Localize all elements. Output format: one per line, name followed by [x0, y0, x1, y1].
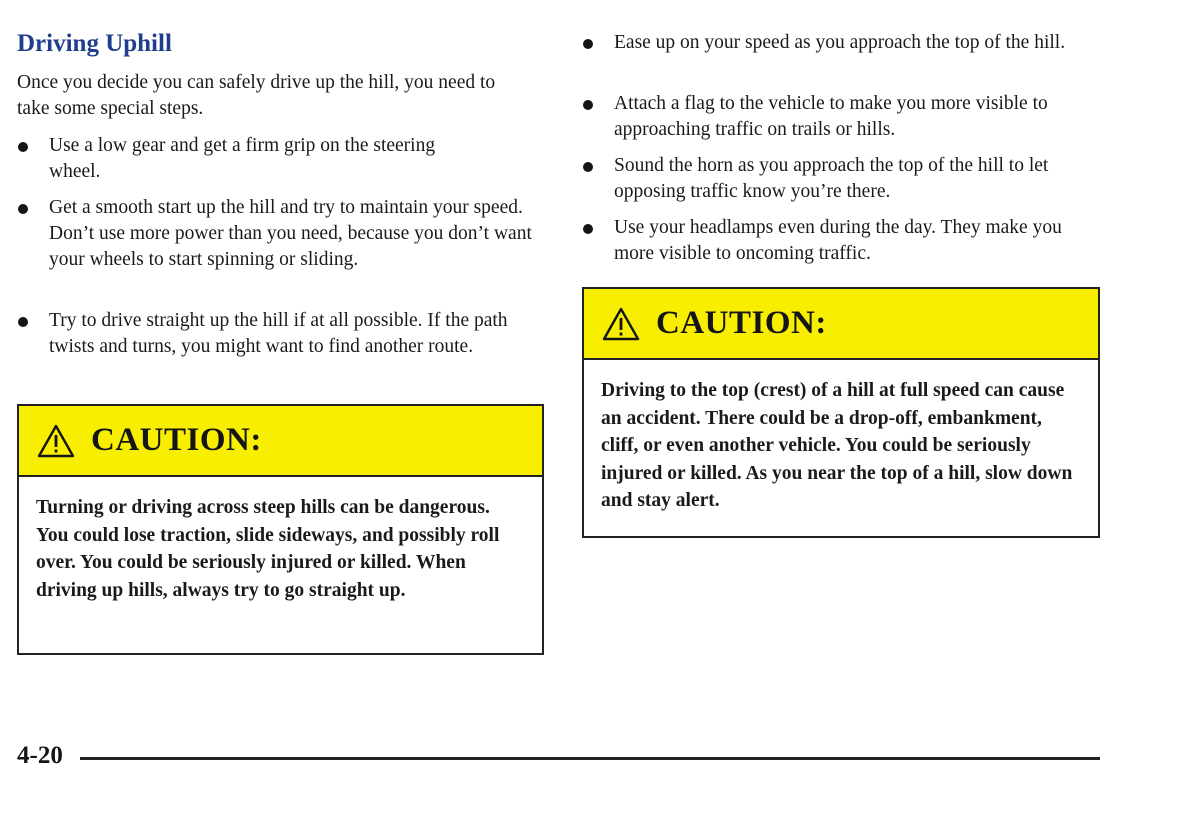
- list-item: [17, 195, 542, 273]
- list-item-text: Try to drive straight up the hill if at all possible. If the path twists and turns, you might want to find another route.: [49, 310, 508, 357]
- bullet-dot-icon: [583, 100, 593, 110]
- caution-header: [19, 406, 542, 477]
- warning-triangle-icon: [37, 424, 75, 458]
- footer-rule: [80, 757, 1100, 760]
- caution-text: Turning or driving across steep hills can be dangerous. You could lose traction, slide sideways, and possibly roll over. You could be seriously injured or killed. When driving up hills, always try to go straight up.: [36, 497, 500, 601]
- caution-title: CAUTION:: [656, 305, 827, 341]
- caution-box-left: [17, 404, 544, 655]
- bullet-dot-icon: [583, 162, 593, 172]
- list-item: [582, 215, 1100, 267]
- caution-box-right: [582, 287, 1100, 538]
- caution-text: Driving to the top (crest) of a hill at full speed can cause an accident. There could be a drop-off, embankment, cliff, or even another vehicle. You could be seriously injured or killed. As you near the top of a hill, slow down and stay alert.: [601, 380, 1073, 511]
- list-item-text: Use your headlamps even during the day. They make you more visible to oncoming traffic.: [614, 217, 1062, 264]
- page-number: 4-20: [17, 742, 63, 769]
- bullet-dot-icon: [18, 142, 28, 152]
- bullet-dot-icon: [18, 317, 28, 327]
- caution-header: [584, 289, 1098, 360]
- section-heading: Driving Uphill: [17, 30, 172, 57]
- list-item: [582, 91, 1100, 143]
- bullet-dot-icon: [583, 224, 593, 234]
- bullet-dot-icon: [18, 204, 28, 214]
- list-item: [17, 133, 467, 185]
- list-item-text: Use a low gear and get a firm grip on the steering wheel.: [49, 135, 436, 182]
- list-item-text: Attach a flag to the vehicle to make you more visible to approaching traffic on trails or hills.: [614, 93, 1048, 140]
- caution-title: CAUTION:: [91, 422, 262, 458]
- warning-triangle-icon: [602, 307, 640, 341]
- bullet-dot-icon: [583, 39, 593, 49]
- list-item-text: Ease up on your speed as you approach the top of the hill.: [614, 32, 1066, 53]
- list-item-text: Sound the horn as you approach the top of the hill to let opposing traffic know you’re there.: [614, 155, 1049, 202]
- list-item: [582, 153, 1100, 205]
- list-item-text: Get a smooth start up the hill and try to maintain your speed. Don’t use more power than you need, because you don’t want your wheels to start spinning or sliding.: [49, 197, 532, 270]
- list-item: [582, 30, 1082, 56]
- list-item: [17, 308, 517, 360]
- intro-paragraph: Once you decide you can safely drive up the hill, you need to take some special steps.: [17, 72, 496, 119]
